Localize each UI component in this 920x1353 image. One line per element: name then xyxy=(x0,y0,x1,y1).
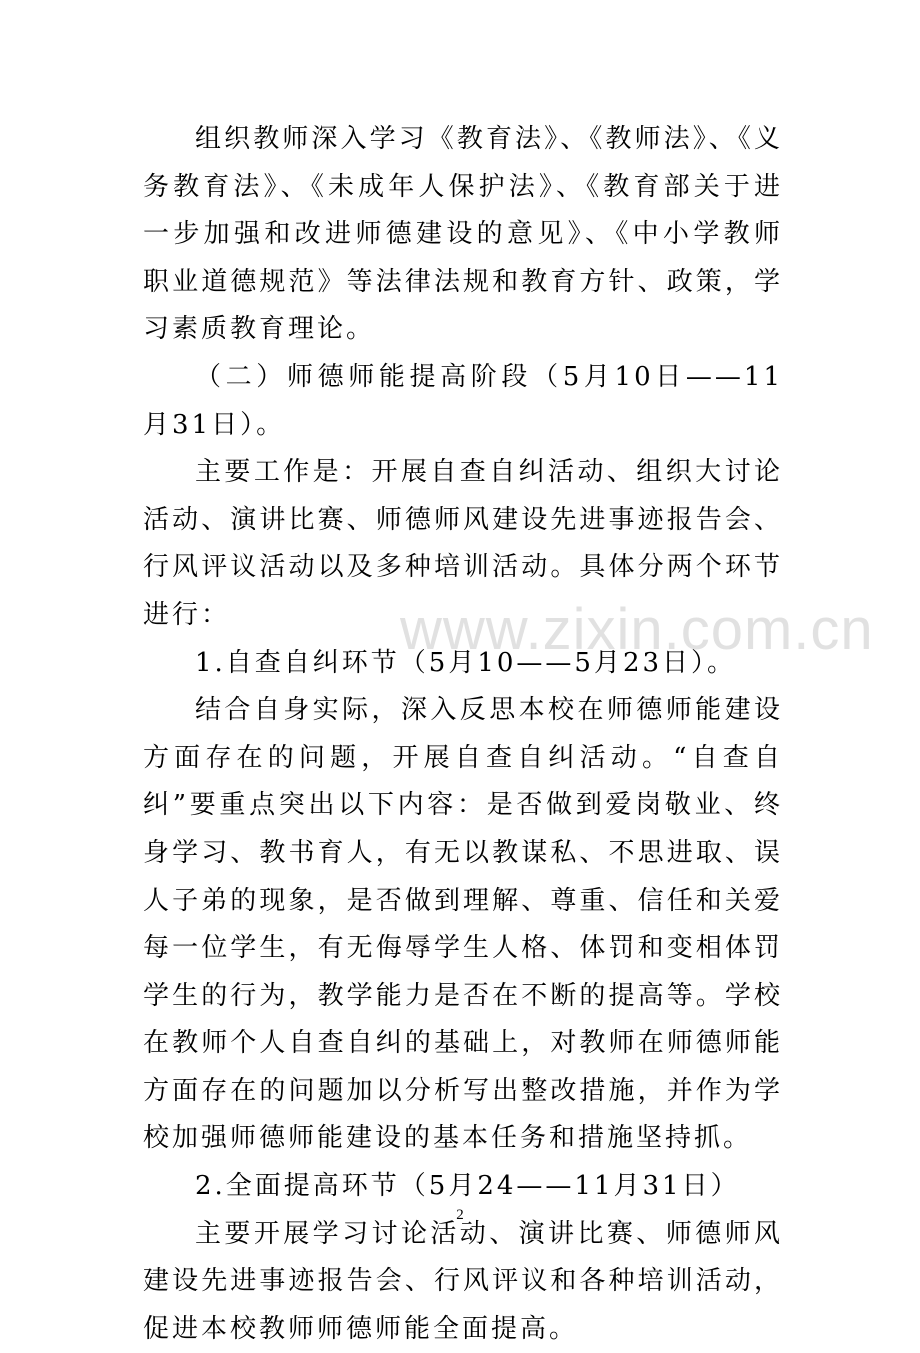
paragraph-self-check-content: 结合自身实际，深入反思本校在师德师能建设方面存在的问题，开展自查自纠活动。“自查自纠”要重点突出以下内容：是否做到爱岗敬业、终身学习、教书育人，有无以教谋私、不思进取、误人子弟的现象，是否做到理解、尊重、信任和关爱每一位学生，有无侮辱学生人格、体罚和变相体罚学生的行为，教学能力是否在不断的提高等。学校在教师个人自查自纠的基础上，对教师在师德师能方面存在的问题加以分析写出整改措施，并作为学校加强师德师能建设的基本任务和措施坚持抓。 xyxy=(143,695,783,1154)
watermark: www.zixin.com.cn xyxy=(400,597,874,662)
paragraph-stage-two-heading: （二）师德师能提高阶段（5月10日——11月31日）。 xyxy=(143,361,783,440)
paragraph-self-check-heading: 1.自查自纠环节（5月10——5月23日）。 xyxy=(195,647,737,678)
paragraph-study-laws: 组织教师深入学习《教育法》、《教师法》、《义务教育法》、《未成年人保护法》、《教育部关于进一步加强和改进师德建设的意见》、《中小学教师职业道德规范》等法律法规和教育方针、政策，学习素质教育理论。 xyxy=(143,124,783,345)
document-body xyxy=(143,116,783,1353)
page-number: 2 xyxy=(456,1207,464,1223)
paragraph-main-work: 主要工作是：开展自查自纠活动、组织大讨论活动、演讲比赛、师德师风建设先进事迹报告会、行风评议活动以及多种培训活动。具体分两个环节进行： xyxy=(143,457,783,630)
paragraph-overall-improve-heading: 2.全面提高环节（5月24——11月31日） xyxy=(195,1171,740,1202)
paragraph-overall-improve-content: 主要开展学习讨论活动、演讲比赛、师德师风建设先进事迹报告会、行风评议和各种培训活动，促进本校教师师德师能全面提高。 xyxy=(143,1218,783,1344)
